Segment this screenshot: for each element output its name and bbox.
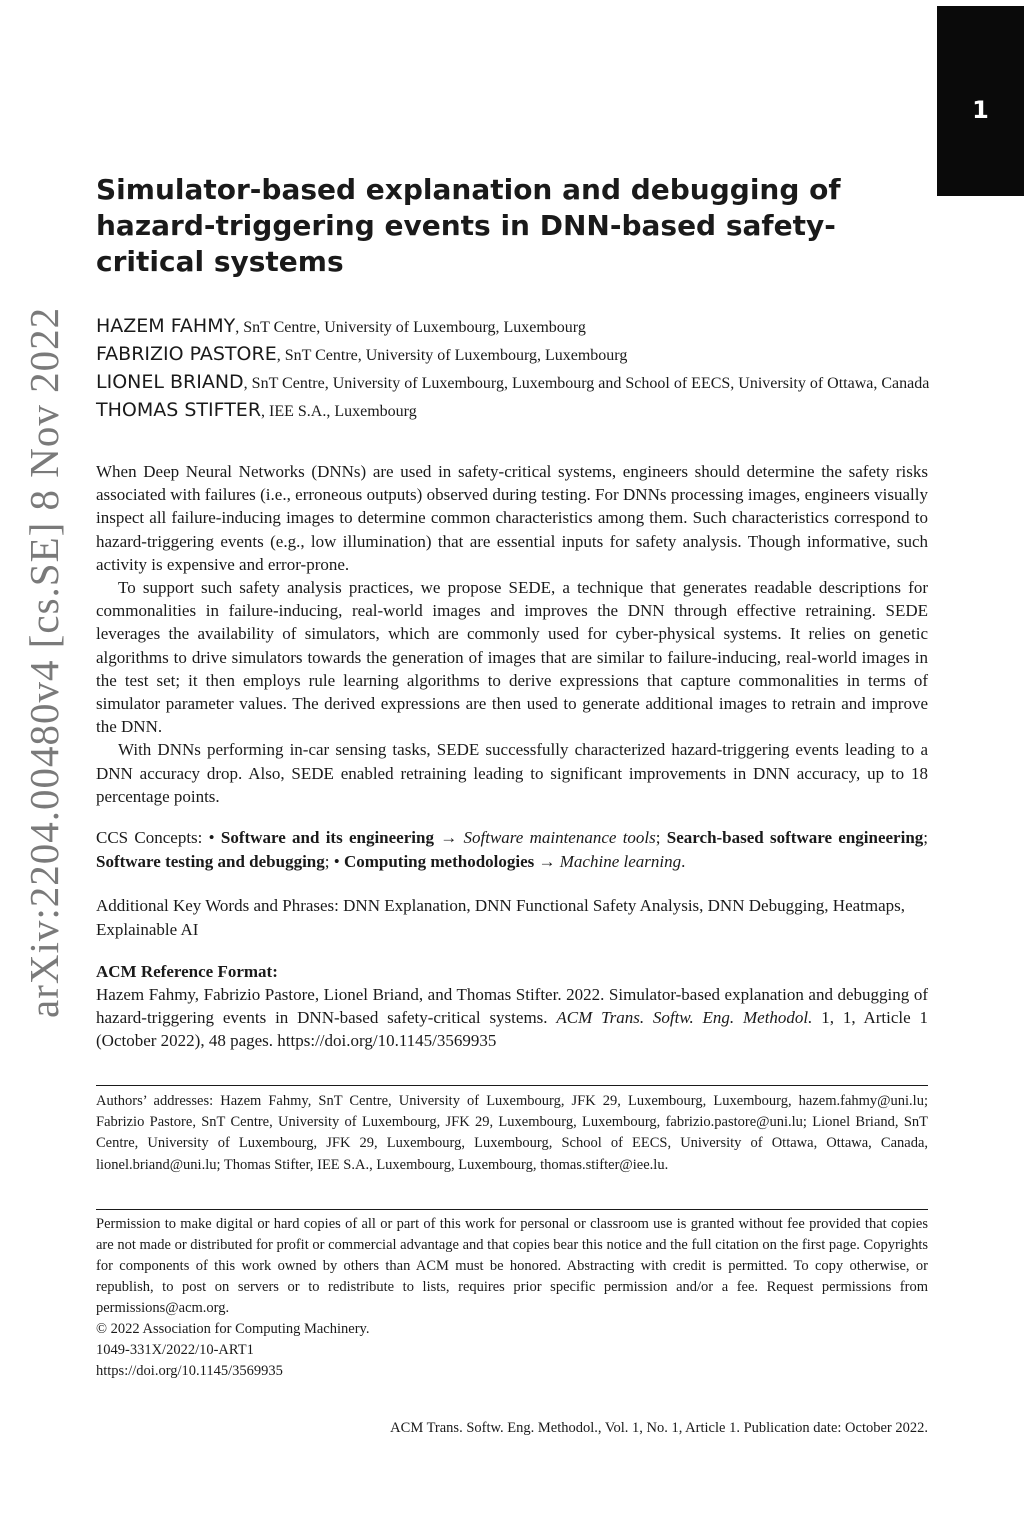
ccs-subconcept: Software maintenance tools	[463, 828, 656, 847]
author-name: LIONEL BRIAND	[96, 371, 244, 393]
running-footer: ACM Trans. Softw. Eng. Methodol., Vol. 1, No. 1, Article 1. Publication date: October 2022.	[390, 1420, 928, 1436]
author-name: THOMAS STIFTER	[96, 399, 262, 421]
arxiv-identifier: arXiv:2204.00480v4 [cs.SE] 8 Nov 2022	[21, 306, 67, 1018]
ccs-arrow: →	[534, 851, 560, 871]
permission-notice	[96, 1214, 928, 1382]
acm-reference-text	[96, 983, 928, 1052]
reference-text: 1, 1, Article 1 (October 2022), 48 pages. https://doi.org/10.1145/3569935	[96, 1008, 928, 1050]
footnote-divider	[96, 1085, 928, 1086]
reference-journal: ACM Trans. Softw. Eng. Methodol.	[556, 1008, 813, 1027]
author-list	[96, 313, 936, 425]
copyright-line: © 2022 Association for Computing Machinery.	[96, 1321, 370, 1337]
ccs-bullet: •	[208, 828, 221, 847]
author-entry	[96, 341, 936, 369]
ccs-concept: Software and its engineering	[220, 828, 434, 847]
ccs-concepts	[96, 826, 928, 873]
author-affiliation: , SnT Centre, University of Luxembourg, Luxembourg and School of EECS, University of Ottawa, Canada	[243, 375, 930, 392]
abstract-paragraph: When Deep Neural Networks (DNNs) are used in safety-critical systems, engineers should determine the safety risks associated with failures (i.e., erroneous outputs) observed during testing. For DNNs processing images, engineers visually inspect all failure-inducing images to determine common characteristics among them. Such characteristics correspond to hazard-triggering events (e.g., low illumination) that are essential inputs for safety analysis. Though informative, such activity is expensive and error-prone.	[96, 462, 928, 574]
ccs-subconcept: Machine learning	[559, 851, 682, 871]
author-name: FABRIZIO PASTORE	[96, 343, 277, 365]
ccs-separator: ;	[324, 851, 334, 871]
keywords: Additional Key Words and Phrases: DNN Explanation, DNN Functional Safety Analysis, DNN Debugging, Heatmaps, Explainable AI	[96, 896, 906, 939]
author-affiliation: , IEE S.A., Luxembourg	[261, 403, 417, 420]
author-name: HAZEM FAHMY	[96, 315, 236, 337]
page-number-tab	[937, 6, 1024, 196]
author-entry	[96, 369, 936, 397]
permission-divider	[96, 1209, 928, 1210]
issn-line: 1049-331X/2022/10-ART1	[96, 1342, 254, 1358]
ccs-label: CCS Concepts:	[96, 828, 209, 847]
ccs-separator: ;	[923, 828, 929, 847]
ccs-bullet: •	[333, 851, 344, 871]
authors-addresses: Authors’ addresses: Hazem Fahmy, SnT Centre, University of Luxembourg, JFK 29, Luxembourg, Luxembourg, hazem.fahmy@uni.lu; Fabrizio Pastore, SnT Centre, University of Luxembourg, JFK 29, Luxembourg, Luxembourg, fabrizio.pastore@uni.lu; Lionel Briand, SnT Centre, University of Luxembourg, JFK 29, Luxembourg, Luxembourg, School of EECS, University of Ottawa, Ottawa, Canada, lionel.briand@uni.lu; Thomas Stifter, IEE S.A., Luxembourg, Luxembourg, thomas.stifter@iee.lu.	[96, 1093, 928, 1173]
permission-text: Permission to make digital or hard copies of all or part of this work for personal or classroom use is granted without fee provided that copies are not made or distributed for profit or commercial advantage and that copies bear this notice and the full citation on the first page. Copyrights for components of this work owned by others than ACM must be honored. Abstracting with credit is permitted. To copy otherwise, or republish, to post on servers or to redistribute to lists, requires prior specific permission and/or a fee. Request permissions from permissions@acm.org.	[96, 1216, 928, 1316]
abstract	[96, 460, 928, 808]
acm-reference-format	[96, 960, 928, 1052]
page-number: 1	[972, 96, 989, 124]
abstract-paragraph: With DNNs performing in-car sensing tasks, SEDE successfully characterized hazard-triggering events leading to a DNN accuracy drop. Also, SEDE enabled retraining leading to significant improvements in DNN accuracy, up to 18 percentage points.	[96, 740, 928, 806]
author-affiliation: , SnT Centre, University of Luxembourg, Luxembourg	[235, 319, 586, 336]
author-entry	[96, 313, 936, 341]
ccs-arrow: →	[433, 828, 464, 847]
doi-link[interactable]: https://doi.org/10.1145/3569935	[96, 1363, 283, 1379]
abstract-paragraph: To support such safety analysis practices, we propose SEDE, a technique that generates readable descriptions for commonalities in failure-inducing, real-world images and improves the DNN through effective retraining. SEDE leverages the availability of simulators, which are commonly used for cyber-physical systems. It relies on genetic algorithms to drive simulators towards the generation of images that are similar to failure-inducing, real-world images in the test set; it then employs rule learning algorithms to derive expressions that capture commonalities in terms of simulator parameter values. The derived expressions are then used to generate additional images to retrain and improve the DNN.	[96, 578, 928, 737]
author-affiliation: , SnT Centre, University of Luxembourg, Luxembourg	[276, 347, 628, 364]
author-entry	[96, 397, 936, 425]
paper-title: Simulator-based explanation and debugging of hazard-triggering events in DNN-based safety-critical systems	[96, 173, 841, 278]
acm-reference-heading: ACM Reference Format:	[96, 962, 278, 981]
ccs-concept: Software testing and debugging	[96, 851, 325, 871]
reference-text: Hazem Fahmy, Fabrizio Pastore, Lionel Briand, and Thomas Stifter. 2022. Simulator-based explanation and debugging of hazard-triggering events in DNN-based safety-critical systems.	[96, 985, 928, 1027]
ccs-end: .	[681, 851, 686, 871]
ccs-concept: Computing methodologies	[343, 851, 535, 871]
ccs-separator: ;	[655, 828, 667, 847]
ccs-concept: Search-based software engineering	[666, 828, 924, 847]
